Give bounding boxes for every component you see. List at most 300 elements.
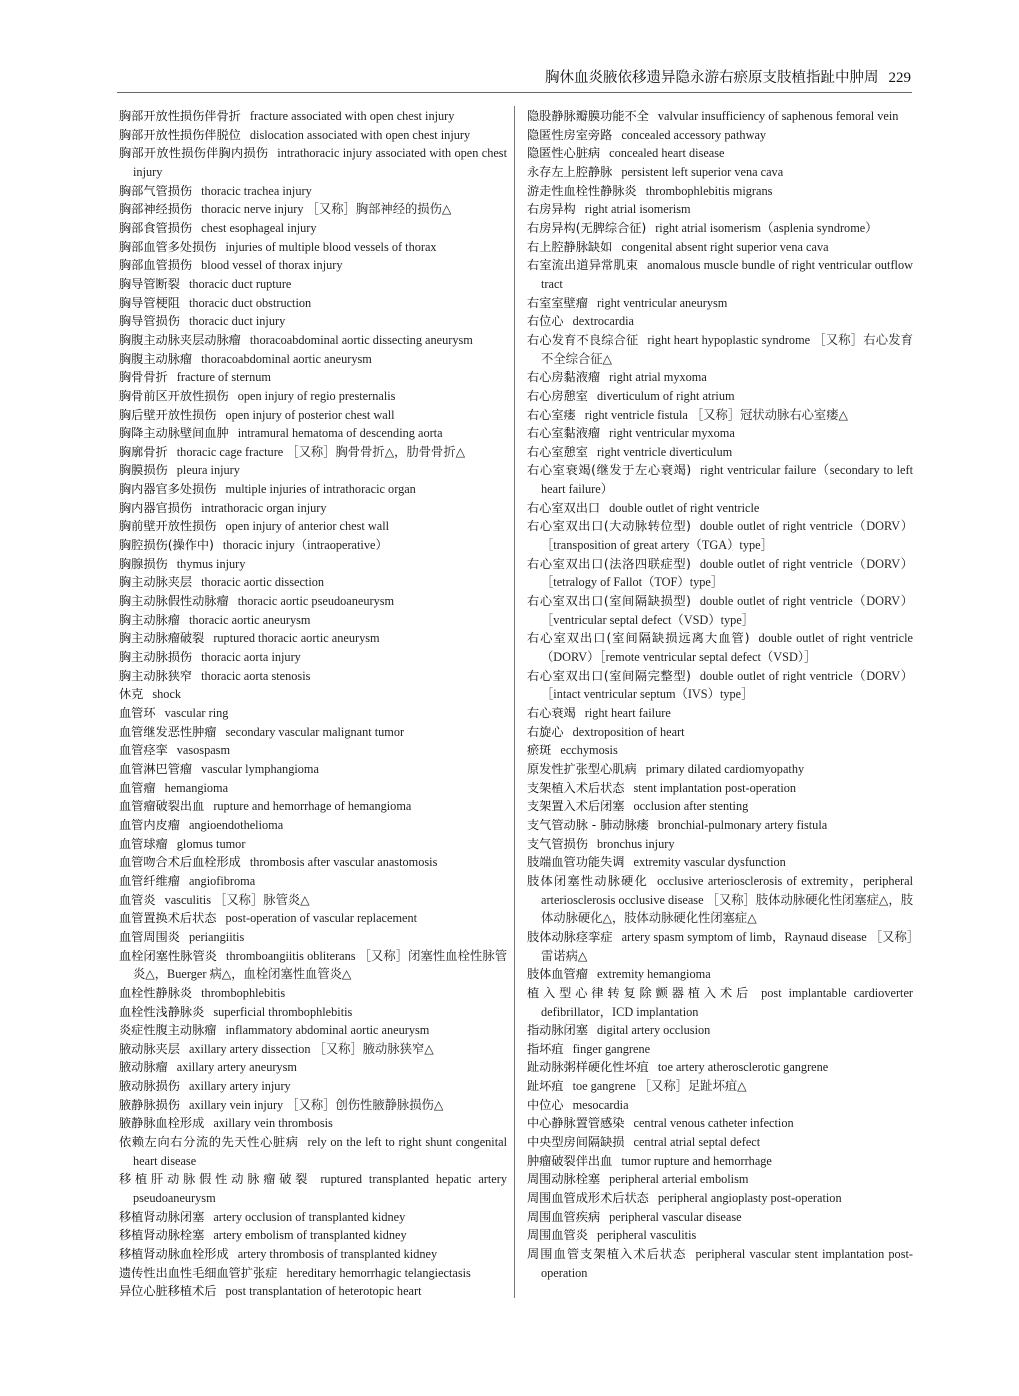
glossary-entry <box>527 312 913 331</box>
right-column <box>527 107 913 1282</box>
glossary-entry <box>527 144 913 163</box>
term-chinese: 右房异构 <box>527 202 576 217</box>
term-chinese: 休克 <box>119 687 144 702</box>
term-chinese: 肿瘤破裂伴出血 <box>527 1153 613 1168</box>
term-chinese: 胸降主动脉壁间血肿 <box>119 426 229 441</box>
term-chinese: 胸导管梗阻 <box>119 295 180 310</box>
term-chinese: 腋动脉瘤 <box>119 1060 168 1075</box>
glossary-entry <box>119 1245 507 1264</box>
glossary-entry <box>119 592 507 611</box>
glossary-entry <box>119 1170 507 1207</box>
term-english: vascular lymphangioma <box>201 761 319 776</box>
term-chinese: 血栓性静脉炎 <box>119 985 193 1000</box>
term-english: thoracic duct rupture <box>188 276 292 291</box>
term-english: central venous catheter infection <box>633 1116 794 1131</box>
term-chinese: 胸内器官多处损伤 <box>119 482 217 497</box>
term-chinese: 右心室双出口(大动脉转位型) <box>527 519 691 534</box>
term-english: central atrial septal defect <box>633 1135 761 1150</box>
term-english: right atrial isomerism <box>584 202 691 217</box>
glossary-entry <box>527 667 913 704</box>
term-english: rely on the left to right shunt congenital heart disease <box>133 1135 508 1168</box>
term-chinese: 右心房黏液瘤 <box>527 370 601 385</box>
glossary-entry <box>119 573 507 592</box>
glossary-entry <box>527 760 913 779</box>
glossary-entry <box>119 1021 507 1040</box>
term-chinese: 周围血管成形术后状态 <box>527 1191 649 1206</box>
term-chinese: 肢体闭塞性动脉硬化 <box>527 873 649 888</box>
term-chinese: 周围血管炎 <box>527 1228 588 1243</box>
term-english: congenital absent right superior vena cava <box>621 239 829 254</box>
term-english: mesocardia <box>572 1097 629 1112</box>
term-chinese: 右室流出道异常肌束 <box>527 258 639 273</box>
term-english: ruptured transplanted hepatic artery pseudoaneurysm <box>133 1172 507 1206</box>
term-chinese: 移植肾动脉栓塞 <box>119 1228 205 1243</box>
term-english: intramural hematoma of descending aorta <box>237 426 443 441</box>
term-english: primary dilated cardiomyopathy <box>645 761 805 776</box>
term-english: injuries of multiple blood vessels of thorax <box>225 239 437 254</box>
term-chinese: 腋动脉夹层 <box>119 1041 180 1056</box>
term-chinese: 中位心 <box>527 1097 564 1112</box>
glossary-entry <box>527 835 913 854</box>
term-english: valvular insufficiency of saphenous femoral vein <box>657 109 899 123</box>
term-english: secondary vascular malignant tumor <box>225 724 405 739</box>
term-chinese: 胸导管损伤 <box>119 314 180 329</box>
term-chinese: 游走性血栓性静脉炎 <box>527 183 637 198</box>
term-english: intrathoracic organ injury <box>201 500 327 515</box>
term-english: axillary vein injury ［又称］创伤性腋静脉损伤△ <box>188 1097 444 1112</box>
glossary-entry <box>119 1096 507 1115</box>
term-chinese: 右心室双出口(室间隔完整型) <box>527 668 691 683</box>
term-english: thrombosis after vascular anastomosis <box>249 855 438 870</box>
glossary-entry <box>527 406 913 425</box>
glossary-entry <box>119 107 507 126</box>
term-chinese: 植入型心律转复除颤器植入术后 <box>527 985 753 1000</box>
term-english: thrombophlebitis migrans <box>645 183 773 198</box>
term-chinese: 腋静脉损伤 <box>119 1097 180 1112</box>
glossary-entry <box>527 1245 913 1282</box>
term-chinese: 趾动脉粥样硬化性坏疽 <box>527 1060 649 1075</box>
term-chinese: 胸主动脉假性动脉瘤 <box>119 594 229 609</box>
left-column <box>119 107 507 1301</box>
term-chinese: 胸腹主动脉夹层动脉瘤 <box>119 332 241 347</box>
glossary-entry <box>119 312 507 331</box>
term-english: right ventricular myxoma <box>609 426 735 441</box>
term-english: stent implantation post-operation <box>633 780 797 795</box>
glossary-entry <box>119 144 507 181</box>
glossary-entry <box>527 704 913 723</box>
term-chinese: 血管环 <box>119 706 156 720</box>
term-english: axillary artery aneurysm <box>176 1060 297 1075</box>
glossary-entry <box>119 294 507 313</box>
glossary-entry <box>119 331 507 350</box>
glossary-entry <box>527 461 913 498</box>
glossary-entry <box>527 126 913 145</box>
term-english: peripheral vascular stent implantation post-operation <box>541 1247 913 1280</box>
term-chinese: 血管炎 <box>119 892 156 907</box>
term-english: thoracic duct obstruction <box>188 295 312 310</box>
term-chinese: 周围血管疾病 <box>527 1209 601 1224</box>
glossary-entry <box>527 853 913 872</box>
term-english: thoracic aortic dissection <box>201 575 325 590</box>
glossary-entry <box>119 797 507 816</box>
glossary-entry <box>527 107 913 126</box>
glossary-entry <box>527 928 913 965</box>
glossary-entry <box>527 1208 913 1227</box>
term-chinese: 胸主动脉瘤 <box>119 612 180 627</box>
term-chinese: 瘀斑 <box>527 743 552 758</box>
term-chinese: 血管瘤 <box>119 780 156 795</box>
term-chinese: 胸主动脉损伤 <box>119 650 193 665</box>
term-chinese: 血管吻合术后血栓形成 <box>119 855 241 870</box>
glossary-entry <box>527 517 913 554</box>
glossary-entry <box>119 891 507 910</box>
glossary-entry <box>119 406 507 425</box>
term-chinese: 隐股静脉瓣膜功能不全 <box>527 109 649 123</box>
glossary-entry <box>119 984 507 1003</box>
term-chinese: 肢体动脉痉挛症 <box>527 929 613 944</box>
term-english: right atrial myxoma <box>609 370 707 385</box>
glossary-entry <box>119 126 507 145</box>
running-header-title: 胸休血炎腋依移遗异隐永游右瘀原支肢植指趾中肿周 <box>545 70 879 86</box>
term-english: double outlet of right ventricle（DORV）［remote ventricular septal defect（VSD）］ <box>541 631 913 665</box>
glossary-entry <box>119 238 507 257</box>
term-english: double outlet of right ventricle（DORV）［tetralogy of Fallot（TOF）type］ <box>541 556 913 590</box>
term-chinese: 胸部气管损伤 <box>119 183 193 198</box>
glossary-entry <box>527 629 913 666</box>
term-english: right ventricular failure（secondary to left heart failure） <box>541 463 913 497</box>
glossary-entry <box>119 1114 507 1133</box>
glossary-entry <box>119 760 507 779</box>
term-english: hemangioma <box>164 780 229 795</box>
term-chinese: 胸腔损伤(操作中) <box>119 538 214 553</box>
term-chinese: 中心静脉置管感染 <box>527 1116 625 1131</box>
glossary-entry <box>119 1264 507 1283</box>
glossary-entry <box>119 629 507 648</box>
glossary-entry <box>119 779 507 798</box>
glossary-entry <box>119 536 507 555</box>
term-english: peripheral vasculitis <box>596 1228 697 1243</box>
glossary-entry <box>527 424 913 443</box>
glossary-entry <box>527 555 913 592</box>
glossary-entry <box>527 984 913 1021</box>
term-english: dextrocardia <box>572 314 635 329</box>
term-english: dislocation associated with open chest injury <box>249 127 471 142</box>
term-english: right atrial isomerism（asplenia syndrome） <box>655 220 878 235</box>
term-chinese: 胸导管断裂 <box>119 276 180 291</box>
term-chinese: 中央型房间隔缺损 <box>527 1135 625 1150</box>
term-english: thoracic aortic aneurysm <box>188 612 311 627</box>
glossary-entry <box>119 1133 507 1170</box>
term-english: open injury of regio presternalis <box>237 388 396 403</box>
glossary-entry <box>527 592 913 629</box>
term-english: double outlet of right ventricle（DORV）［ventricular septal defect（VSD）type］ <box>541 594 913 627</box>
term-chinese: 隐匿性心脏病 <box>527 146 601 161</box>
term-english: axillary artery dissection ［又称］腋动脉狭窄△ <box>188 1041 434 1056</box>
glossary-entry <box>119 480 507 499</box>
term-english: chest esophageal injury <box>201 220 317 235</box>
term-chinese: 隐匿性房室旁路 <box>527 127 613 142</box>
term-english: artery thrombosis of transplanted kidney <box>237 1247 438 1262</box>
term-chinese: 移植肾动脉闭塞 <box>119 1209 205 1224</box>
term-chinese: 胸部食管损伤 <box>119 220 193 235</box>
term-english: right ventricular aneurysm <box>596 295 728 310</box>
glossary-entry <box>527 872 913 928</box>
term-chinese: 血管纤维瘤 <box>119 873 180 888</box>
term-chinese: 指坏疽 <box>527 1041 564 1056</box>
term-english: tumor rupture and hemorrhage <box>621 1153 772 1168</box>
term-chinese: 右室室壁瘤 <box>527 295 588 310</box>
term-english: post transplantation of heterotopic heart <box>225 1284 422 1299</box>
glossary-entry <box>119 387 507 406</box>
term-english: post implantable cardioverter defibrillator，ICD implantation <box>541 985 914 1019</box>
term-english: rupture and hemorrhage of hemangioma <box>213 799 412 814</box>
term-english: toe gangrene ［又称］足趾坏疽△ <box>572 1079 747 1094</box>
term-chinese: 周围血管支架植入术后状态 <box>527 1247 687 1262</box>
term-english: post-operation of vascular replacement <box>225 911 418 926</box>
term-english: thoracic nerve injury ［又称］胸部神经的损伤△ <box>201 202 452 217</box>
term-chinese: 异位心脏移植术后 <box>119 1284 217 1299</box>
glossary-entry <box>119 853 507 872</box>
column-divider <box>514 106 515 1298</box>
glossary-entry <box>119 461 507 480</box>
term-chinese: 胸腹主动脉瘤 <box>119 351 193 366</box>
term-english: artery occlusion of transplanted kidney <box>213 1209 406 1224</box>
term-english: finger gangrene <box>572 1041 651 1056</box>
glossary-entry <box>119 872 507 891</box>
term-english: fracture of sternum <box>176 370 271 385</box>
term-chinese: 右位心 <box>527 314 564 329</box>
term-chinese: 胸部开放性损伤伴骨折 <box>119 109 241 123</box>
term-english: thoracic aorta stenosis <box>201 668 311 683</box>
term-english: superficial thrombophlebitis <box>213 1004 353 1019</box>
glossary-entry <box>527 1170 913 1189</box>
term-english: right ventricle diverticulum <box>596 444 733 459</box>
term-english: hereditary hemorrhagic telangiectasis <box>286 1265 471 1280</box>
term-chinese: 胸主动脉狭窄 <box>119 668 193 683</box>
term-english: vasospasm <box>176 743 231 758</box>
glossary-entry <box>119 350 507 369</box>
glossary-entry <box>119 555 507 574</box>
term-english: concealed accessory pathway <box>621 127 767 142</box>
term-english: thoracic aortic pseudoaneurysm <box>237 594 395 609</box>
term-chinese: 血管继发恶性肿瘤 <box>119 724 217 739</box>
glossary-entry <box>119 1003 507 1022</box>
glossary-entry <box>527 741 913 760</box>
glossary-entry <box>527 294 913 313</box>
term-english: fracture associated with open chest injury <box>249 109 455 123</box>
term-chinese: 血管球瘤 <box>119 836 168 851</box>
term-chinese: 趾坏疽 <box>527 1079 564 1094</box>
term-chinese: 血栓性浅静脉炎 <box>119 1004 205 1019</box>
term-chinese: 胸部血管损伤 <box>119 258 193 273</box>
term-english: extremity hemangioma <box>596 967 711 982</box>
glossary-entry <box>527 1189 913 1208</box>
term-english: blood vessel of thorax injury <box>201 258 343 273</box>
term-english: inflammatory abdominal aortic aneurysm <box>225 1023 430 1038</box>
glossary-entry <box>119 835 507 854</box>
term-chinese: 移植肝动脉假性动脉瘤破裂 <box>119 1172 312 1187</box>
term-chinese: 胸内器官损伤 <box>119 500 193 515</box>
term-chinese: 血管淋巴管瘤 <box>119 761 193 776</box>
term-chinese: 右房异构(无脾综合征) <box>527 220 647 235</box>
term-chinese: 右心发育不良综合征 <box>527 332 639 347</box>
term-english: occlusive arteriosclerosis of extremity，peripheral arteriosclerosis occlusive disease ［又称］肢体动脉硬化性闭塞症△，肢体动脉硬化△，肢体动脉硬化性闭塞症△ <box>541 873 914 926</box>
glossary-entry <box>119 723 507 742</box>
term-chinese: 移植肾动脉血栓形成 <box>119 1247 229 1262</box>
term-english: axillary vein thrombosis <box>213 1116 333 1131</box>
glossary-entry <box>527 238 913 257</box>
term-english: digital artery occlusion <box>596 1023 711 1038</box>
term-english: angioendothelioma <box>188 817 284 832</box>
glossary-entry <box>527 163 913 182</box>
term-english: thoracic duct injury <box>188 314 286 329</box>
glossary-entry <box>119 499 507 518</box>
glossary-entry <box>119 741 507 760</box>
term-english: multiple injuries of intrathoracic organ <box>225 482 416 497</box>
glossary-entry <box>119 443 507 462</box>
term-chinese: 胸主动脉瘤破裂 <box>119 631 205 646</box>
term-english: artery embolism of transplanted kidney <box>213 1228 407 1243</box>
glossary-entry <box>119 947 507 984</box>
term-chinese: 血管瘤破裂出血 <box>119 799 205 814</box>
term-chinese: 胸骨骨折 <box>119 370 168 385</box>
glossary-entry <box>119 1282 507 1301</box>
term-chinese: 胸前壁开放性损伤 <box>119 519 217 534</box>
term-chinese: 胸骨前区开放性损伤 <box>119 388 229 403</box>
term-chinese: 右旋心 <box>527 724 564 739</box>
term-chinese: 血管痉挛 <box>119 743 168 758</box>
term-chinese: 胸部开放性损伤伴脱位 <box>119 127 241 142</box>
term-english: occlusion after stenting <box>633 799 749 814</box>
glossary-entry <box>527 200 913 219</box>
term-chinese: 右上腔静脉缺如 <box>527 239 613 254</box>
term-chinese: 周围动脉栓塞 <box>527 1172 601 1187</box>
glossary-entry <box>527 1152 913 1171</box>
term-english: pleura injury <box>176 463 240 478</box>
term-english: right ventricle fistula ［又称］冠状动脉右心室瘘△ <box>584 407 848 422</box>
glossary-entry <box>527 1114 913 1133</box>
glossary-entry <box>119 928 507 947</box>
term-english: thoracic injury（intraoperative） <box>222 538 388 553</box>
term-english: right heart failure <box>584 706 671 720</box>
term-chinese: 永存左上腔静脉 <box>527 164 613 179</box>
glossary-entry <box>527 1226 913 1245</box>
glossary-entry <box>119 256 507 275</box>
term-chinese: 胸部神经损伤 <box>119 202 193 217</box>
term-english: extremity vascular dysfunction <box>633 855 786 870</box>
glossary-entry <box>119 611 507 630</box>
term-chinese: 右心室黏液瘤 <box>527 426 601 441</box>
term-chinese: 血管内皮瘤 <box>119 817 180 832</box>
term-chinese: 右心室瘘 <box>527 407 576 422</box>
glossary-entry <box>119 200 507 219</box>
glossary-entry <box>527 387 913 406</box>
term-english: glomus tumor <box>176 836 246 851</box>
term-chinese: 右心房憩室 <box>527 388 588 403</box>
glossary-entry <box>119 1208 507 1227</box>
term-chinese: 右心室双出口 <box>527 500 601 515</box>
term-english: peripheral vascular disease <box>609 1209 742 1224</box>
term-english: intrathoracic injury associated with open chest injury <box>133 146 508 179</box>
term-english: vascular ring <box>164 706 229 720</box>
term-english: thoracic trachea injury <box>201 183 312 198</box>
glossary-entry <box>119 816 507 835</box>
term-english: thoracic aorta injury <box>201 650 301 665</box>
term-english: thoracic cage fracture ［又称］胸骨骨折△，肋骨骨折△ <box>176 444 466 459</box>
glossary-entry <box>119 517 507 536</box>
term-chinese: 依赖左向右分流的先天性心脏病 <box>119 1135 299 1150</box>
term-english: peripheral arterial embolism <box>609 1172 749 1187</box>
term-english: double outlet of right ventricle（DORV）［transposition of great artery（TGA）type］ <box>541 519 913 553</box>
term-chinese: 右心室双出口(室间隔缺损远离大血管) <box>527 631 750 646</box>
glossary-entry <box>119 275 507 294</box>
term-english: ruptured thoracic aortic aneurysm <box>213 631 380 646</box>
term-english: bronchus injury <box>596 836 675 851</box>
term-chinese: 遗传性出血性毛细血管扩张症 <box>119 1265 278 1280</box>
term-english: thoracoabdominal aortic aneurysm <box>201 351 372 366</box>
glossary-entry <box>527 182 913 201</box>
term-english: vasculitis ［又称］脉管炎△ <box>164 892 310 907</box>
glossary-entry <box>119 1058 507 1077</box>
glossary-entry <box>527 368 913 387</box>
term-chinese: 右心衰竭 <box>527 706 576 720</box>
term-chinese: 血管置换术后状态 <box>119 911 217 926</box>
term-chinese: 指动脉闭塞 <box>527 1023 588 1038</box>
term-chinese: 肢体血管瘤 <box>527 967 588 982</box>
term-chinese: 胸膜损伤 <box>119 463 168 478</box>
term-english: double outlet of right ventricle（DORV）［intact ventricular septum（IVS）type］ <box>541 668 913 702</box>
term-chinese: 胸部开放性损伤伴胸内损伤 <box>119 146 269 161</box>
term-chinese: 胸腺损伤 <box>119 556 168 571</box>
glossary-entry <box>527 1040 913 1059</box>
term-english: ecchymosis <box>560 743 618 758</box>
glossary-entry <box>119 1040 507 1059</box>
glossary-entry <box>527 1096 913 1115</box>
glossary-entry <box>527 723 913 742</box>
glossary-entry <box>119 648 507 667</box>
glossary-entry <box>527 331 913 368</box>
term-chinese: 右心室憩室 <box>527 444 588 459</box>
term-english: open injury of posterior chest wall <box>225 407 395 422</box>
glossary-entry <box>119 704 507 723</box>
term-english: artery spasm symptom of limb，Raynaud disease ［又称］雷诺病△ <box>541 929 914 963</box>
glossary-entry <box>119 1226 507 1245</box>
term-english: double outlet of right ventricle <box>609 500 760 515</box>
term-english: shock <box>152 687 182 702</box>
glossary-entry <box>119 424 507 443</box>
glossary-entry <box>527 1021 913 1040</box>
term-english: dextroposition of heart <box>572 724 685 739</box>
glossary-entry <box>527 219 913 238</box>
glossary-entry <box>527 965 913 984</box>
term-chinese: 右心室衰竭(继发于左心衰竭) <box>527 463 692 478</box>
header-rule <box>117 92 912 93</box>
glossary-entry <box>527 256 913 293</box>
term-chinese: 右心室双出口(室间隔缺损型) <box>527 594 691 609</box>
term-chinese: 支架植入术后状态 <box>527 780 625 795</box>
glossary-entry <box>119 909 507 928</box>
term-english: peripheral angioplasty post-operation <box>657 1191 842 1206</box>
term-chinese: 胸后壁开放性损伤 <box>119 407 217 422</box>
term-english: angiofibroma <box>188 873 256 888</box>
term-chinese: 支架置入术后闭塞 <box>527 799 625 814</box>
term-chinese: 原发性扩张型心肌病 <box>527 761 637 776</box>
term-chinese: 血栓闭塞性脉管炎 <box>119 948 218 963</box>
term-chinese: 腋静脉血栓形成 <box>119 1116 205 1131</box>
term-english: thymus injury <box>176 556 246 571</box>
term-english: right heart hypoplastic syndrome ［又称］右心发育不全综合征△ <box>541 332 913 366</box>
glossary-entry <box>119 685 507 704</box>
